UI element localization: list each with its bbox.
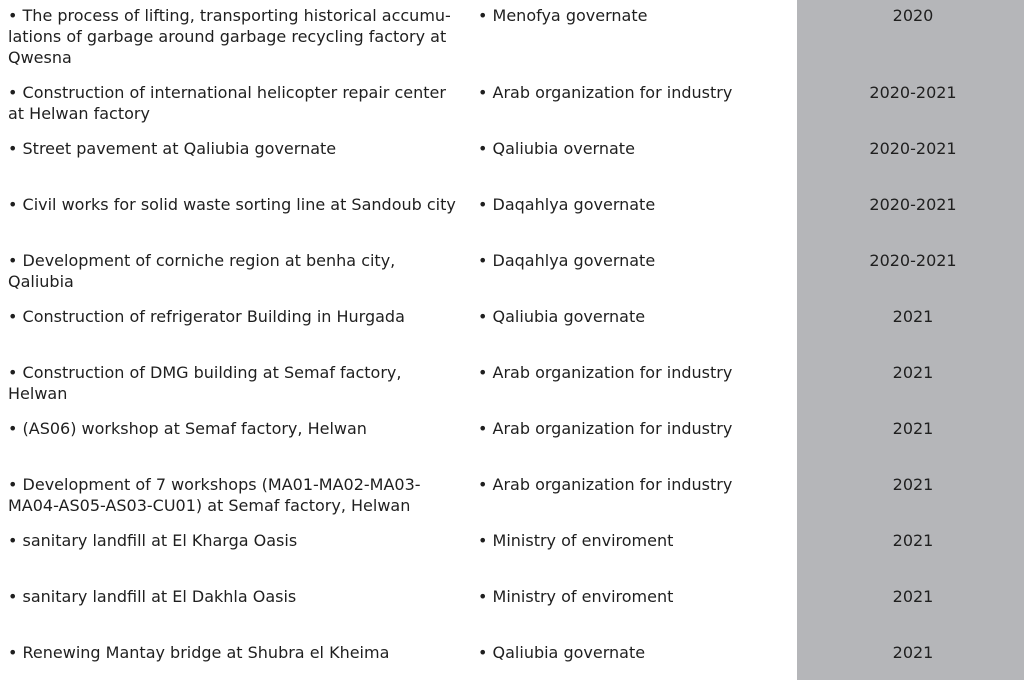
project-cell: • The process of lifting, transporting historical accumu-lations of garbage around garbage recycling factory at Qwesna bbox=[8, 6, 451, 67]
table-row bbox=[0, 245, 1024, 301]
client-cell: • Arab organization for industry bbox=[478, 363, 733, 382]
client-cell: • Ministry of enviroment bbox=[478, 531, 674, 550]
project-cell: • Development of corniche region at benha city, Qaliubia bbox=[8, 251, 396, 291]
project-cell: • sanitary landfill at El Dakhla Oasis bbox=[8, 587, 297, 606]
project-cell: • sanitary landfill at El Kharga Oasis bbox=[8, 531, 298, 550]
project-cell: • Renewing Mantay bridge at Shubra el Kheima bbox=[8, 643, 390, 662]
client-cell: • Qaliubia overnate bbox=[478, 139, 635, 158]
client-cell: • Ministry of enviroment bbox=[478, 587, 674, 606]
project-cell: • Development of 7 workshops (MA01-MA02-MA03-MA04-AS05-AS03-CU01) at Semaf factory, Helwan bbox=[8, 475, 421, 515]
table-row bbox=[0, 581, 1024, 637]
project-cell: • Civil works for solid waste sorting line at Sandoub city bbox=[8, 195, 456, 214]
client-cell: • Arab organization for industry bbox=[478, 475, 733, 494]
table-row bbox=[0, 77, 1024, 133]
year-cell: 2020-2021 bbox=[869, 139, 957, 158]
year-cell: 2020 bbox=[892, 6, 934, 25]
table-row bbox=[0, 301, 1024, 357]
year-cell: 2021 bbox=[892, 531, 934, 550]
client-cell: • Menofya governate bbox=[478, 6, 648, 25]
year-cell: 2020-2021 bbox=[869, 195, 957, 214]
client-cell: • Daqahlya governate bbox=[478, 195, 656, 214]
year-cell: 2021 bbox=[892, 475, 934, 494]
project-cell: • Street pavement at Qaliubia governate bbox=[8, 139, 337, 158]
project-cell: • Construction of DMG building at Semaf factory, Helwan bbox=[8, 363, 402, 403]
table-row bbox=[0, 357, 1024, 413]
table-row bbox=[0, 525, 1024, 581]
year-cell: 2021 bbox=[892, 363, 934, 382]
table-row bbox=[0, 133, 1024, 189]
year-cell: 2021 bbox=[892, 643, 934, 662]
table-row bbox=[0, 637, 1024, 680]
year-cell: 2021 bbox=[892, 587, 934, 606]
client-cell: • Qaliubia governate bbox=[478, 643, 646, 662]
project-cell: • Construction of international helicopter repair center at Helwan factory bbox=[8, 83, 446, 123]
table-row bbox=[0, 413, 1024, 469]
year-cell: 2020-2021 bbox=[869, 251, 957, 270]
table-row bbox=[0, 0, 1024, 67]
client-cell: • Qaliubia governate bbox=[478, 307, 646, 326]
client-cell: • Arab organization for industry bbox=[478, 419, 733, 438]
project-cell: • (AS06) workshop at Semaf factory, Helwan bbox=[8, 419, 367, 438]
year-cell: 2021 bbox=[892, 419, 934, 438]
year-cell: 2020-2021 bbox=[869, 83, 957, 102]
table-row bbox=[0, 469, 1024, 525]
client-cell: • Daqahlya governate bbox=[478, 251, 656, 270]
client-cell: • Arab organization for industry bbox=[478, 83, 733, 102]
table-row bbox=[0, 189, 1024, 245]
project-cell: • Construction of refrigerator Building in Hurgada bbox=[8, 307, 405, 326]
year-cell: 2021 bbox=[892, 307, 934, 326]
